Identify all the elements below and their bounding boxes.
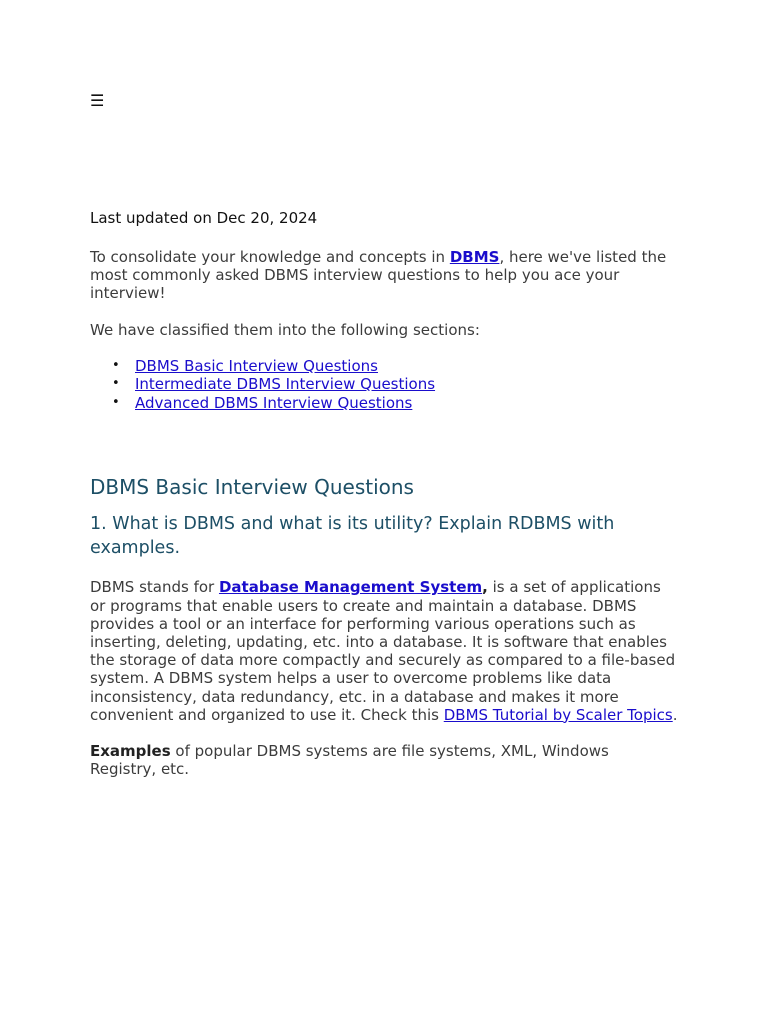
toc-link-intermediate[interactable]: Intermediate DBMS Interview Questions [135, 375, 436, 394]
hamburger-menu-icon[interactable]: ☰ [90, 91, 105, 110]
dbms-link[interactable]: DBMS [449, 248, 500, 266]
dbms-tutorial-link[interactable]: DBMS Tutorial by Scaler Topics [443, 705, 673, 724]
bullet-icon: • [112, 394, 120, 410]
examples-label: Examples [90, 741, 171, 760]
sections-intro-paragraph: We have classified them into the following sections: [90, 320, 480, 339]
database-management-system-link[interactable]: Database Management System [218, 578, 483, 597]
toc-item-basic [112, 356, 678, 376]
examples-paragraph [90, 742, 678, 778]
definition-paragraph [90, 578, 678, 724]
section-heading-basic: DBMS Basic Interview Questions [90, 475, 414, 500]
intro-text-after: , here we've listed the most commonly asked DBMS interview questions to help you ace your interview! [90, 248, 667, 303]
examples-text: of popular DBMS systems are file systems, XML, Windows Registry, etc. [90, 741, 609, 779]
toc-item-advanced [112, 393, 678, 413]
intro-paragraph [90, 248, 678, 303]
toc-item-intermediate [112, 375, 678, 394]
bullet-icon: • [112, 376, 120, 392]
question-heading-1: 1. What is DBMS and what is its utility? Explain RDBMS with examples. [90, 514, 615, 559]
toc-link-basic[interactable]: DBMS Basic Interview Questions [135, 356, 378, 375]
intro-text-before: To consolidate your knowledge and concepts in [90, 248, 450, 266]
definition-comma: , [482, 578, 488, 597]
article-content [90, 208, 678, 796]
table-of-contents [90, 357, 678, 413]
toc-link-advanced[interactable]: Advanced DBMS Interview Questions [135, 393, 413, 412]
definition-text-middle: is a set of applications or programs that enable users to create and maintain a database. DBMS provides a tool or an interface for performing various operations such as inserting, deleting, updating, etc. into a database. It is software that enables the storage of data more compactly and securely as compared to a file-based system. A DBMS system helps a user to overcome problems like data inconsistency, data redundancy, etc. in a database and makes it more convenient and organized to use it. Check this [90, 578, 676, 724]
definition-text-before: DBMS stands for [90, 578, 219, 597]
last-updated-text: Last updated on Dec 20, 2024 [90, 209, 318, 227]
definition-text-end: . [672, 705, 678, 724]
bullet-icon: • [112, 357, 120, 373]
